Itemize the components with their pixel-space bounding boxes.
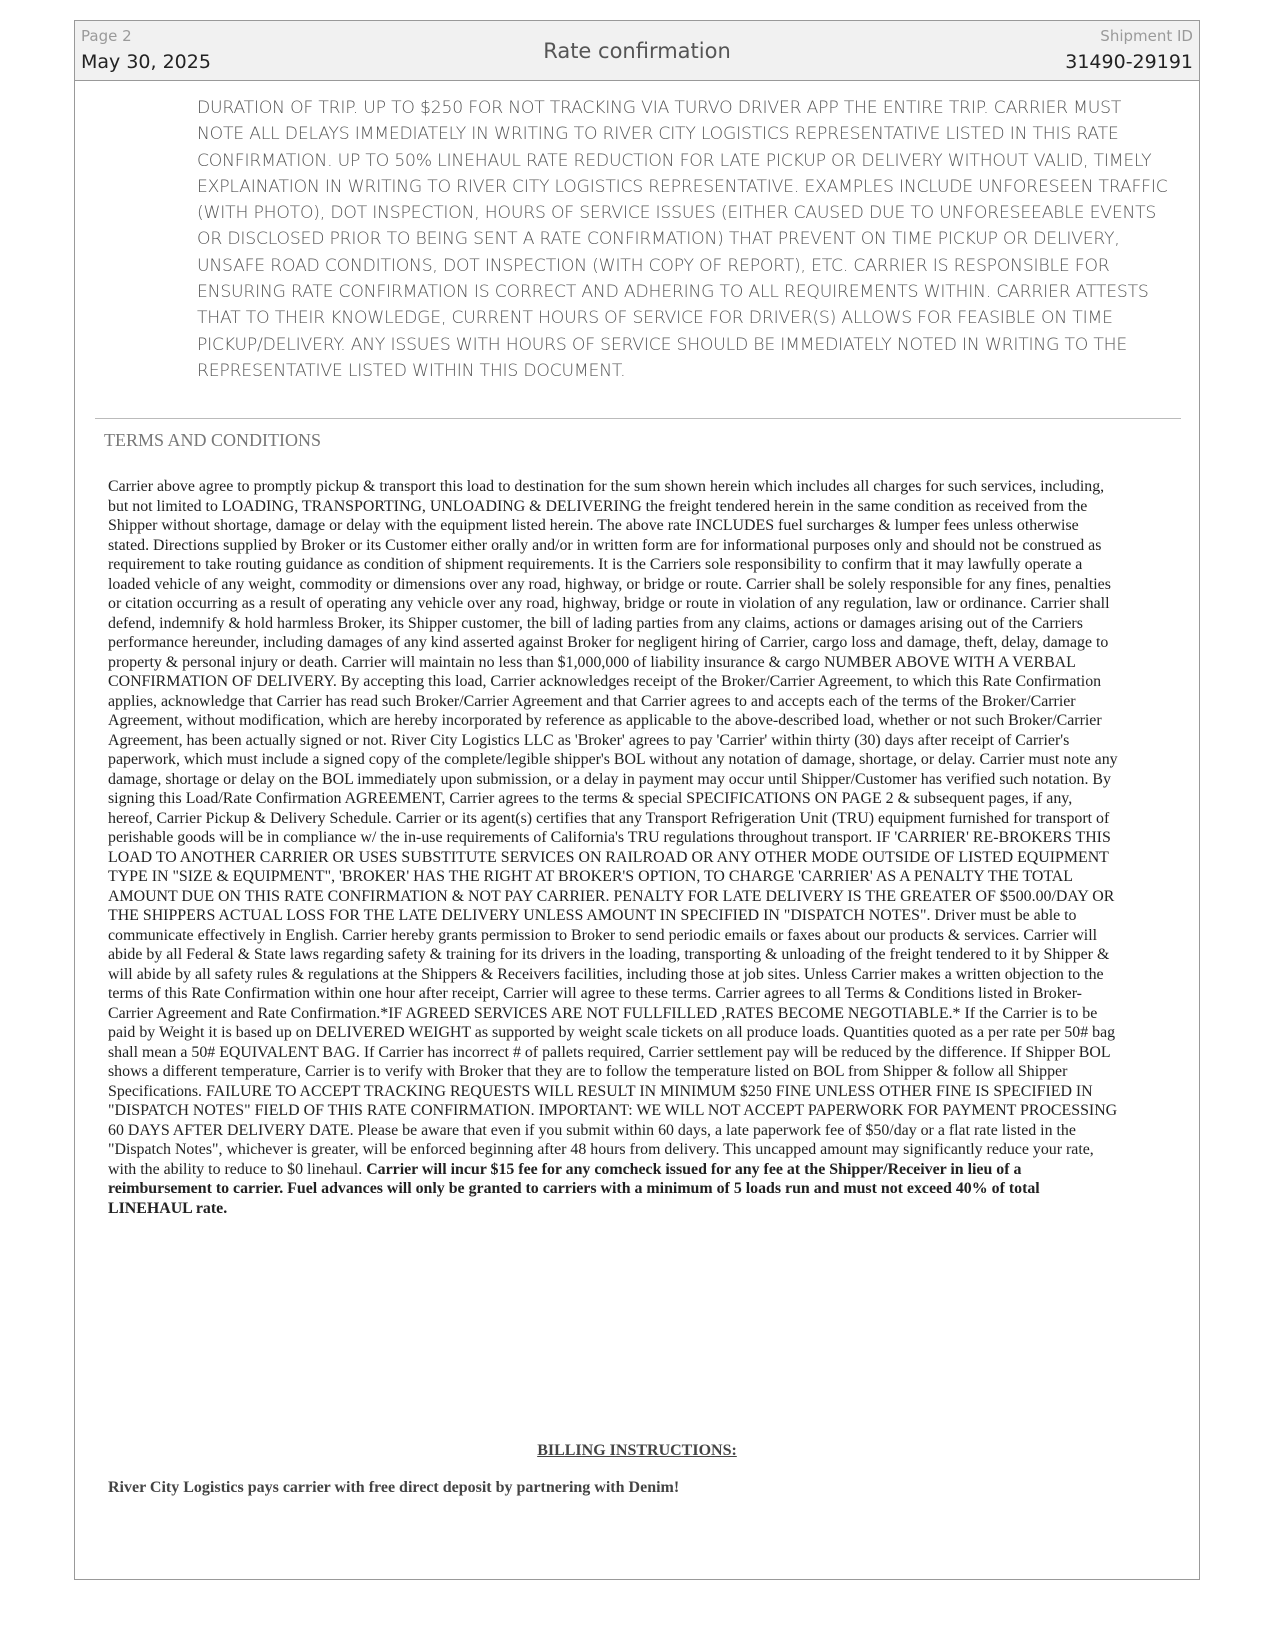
page-header: [75, 21, 1199, 81]
dispatch-notes-text: DURATION OF TRIP. UP TO $250 FOR NOT TRACKING VIA TURVO DRIVER APP THE ENTIRE TRIP. CARRIER MUST NOTE ALL DELAYS IMMEDIATELY IN WRITING TO RIVER CITY LOGISTICS REPRESENTATIVE LISTED IN THIS RATE CONFIRMATION. UP TO 50% LINEHAUL RATE REDUCTION FOR LATE PICKUP OR DELIVERY WITHOUT VALID, TIMELY EXPLAINATION IN WRITING TO RIVER CITY LOGISTICS REPRESENTATIVE. EXAMPLES INCLUDE UNFORESEEN TRAFFIC (WITH PHOTO), DOT INSPECTION, HOURS OF SERVICE ISSUES (EITHER CAUSED DUE TO UNFORESEEABLE EVENTS OR DISCLOSED PRIOR TO BEING SENT A RATE CONFIRMATION) THAT PREVENT ON TIME PICKUP OR DELIVERY, UNSAFE ROAD CONDITIONS, DOT INSPECTION (WITH COPY OF REPORT), ETC. CARRIER IS RESPONSIBLE FOR ENSURING RATE CONFIRMATION IS CORRECT AND ADHERING TO ALL REQUIREMENTS WITHIN. CARRIER ATTESTS THAT TO THEIR KNOWLEDGE, CURRENT HOURS OF SERVICE FOR DRIVER(S) ALLOWS FOR FEASIBLE ON TIME PICKUP/DELIVERY. ANY ISSUES WITH HOURS OF SERVICE SHOULD BE IMMEDIATELY NOTED IN WRITING TO THE REPRESENTATIVE LISTED WITHIN THIS DOCUMENT.: [197, 98, 1168, 381]
billing-instructions-title: BILLING INSTRUCTIONS:: [537, 1442, 737, 1459]
section-divider: [95, 418, 1181, 419]
terms-title: TERMS AND CONDITIONS: [104, 430, 322, 450]
page-number-label: Page 2: [81, 27, 132, 45]
terms-body-text: Carrier above agree to promptly pickup & transport this load to destination for the sum shown herein which includes all charges for such services, including, but not limited to LOADING, TRANSPORTING, UNLOADING & DELIVERING the freight tendered herein in the same condition as received from the Shipper without shortage, damage or delay with the equipment listed herein. The above rate INCLUDES fuel surcharges & lumper fees unless otherwise stated. Directions supplied by Broker or its Customer either orally and/or in written form are for informational purposes only and should not be construed as requirement to take routing guidance as condition of shipment requirements. It is the Carriers sole responsibility to confirm that it may lawfully operate a loaded vehicle of any weight, commodity or dimensions over any road, highway, or bridge or route. Carrier shall be solely responsible for any fines, penalties or citation occurring as a result of operating any vehicle over any road, highway, bridge or route in violation of any regulation, law or ordinance. Carrier shall defend, indemnify & hold harmless Broker, its Shipper customer, the bill of lading parties from any claims, actions or damages arising out of the Carriers performance hereunder, including damages of any kind asserted against Broker for negligent hiring of Carrier, cargo loss and damage, theft, delay, damage to property & personal injury or death. Carrier will maintain no less than $1,000,000 of liability insurance & cargo NUMBER ABOVE WITH A VERBAL CONFIRMATION OF DELIVERY. By accepting this load, Carrier acknowledges receipt of the Broker/Carrier Agreement, to which this Rate Confirmation applies, acknowledge that Carrier has read such Broker/Carrier Agreement and that Carrier agrees to and accepts each of the terms of the Broker/Carrier Agreement, without modification, which are hereby incorporated by reference as applicable to the above-described load, whether or not such Broker/Carrier Agreement, has been actually signed or not. River City Logistics LLC as 'Broker' agrees to pay 'Carrier' within thirty (30) days after receipt of Carrier's paperwork, which must include a signed copy of the complete/legible shipper's BOL without any notation of damage, shortage, or delay. Carrier must note any damage, shortage or delay on the BOL immediately upon submission, or a delay in payment may occur until Shipper/Customer has verified such notation. By signing this Load/Rate Confirmation AGREEMENT, Carrier agrees to the terms & special SPECIFICATIONS ON PAGE 2 & subsequent pages, if any, hereof, Carrier Pickup & Delivery Schedule. Carrier or its agent(s) certifies that any Transport Refrigeration Unit (TRU) equipment furnished for transport of perishable goods will be in compliance w/ the in-use requirements of California's TRU regulations throughout transport. IF 'CARRIER' RE-BROKERS THIS LOAD TO ANOTHER CARRIER OR USES SUBSTITUTE SERVICES ON RAILROAD OR ANY OTHER MODE OUTSIDE OF LISTED EQUIPMENT TYPE IN "SIZE & EQUIPMENT", 'BROKER' HAS THE RIGHT AT BROKER'S OPTION, TO CHARGE 'CARRIER' AS A PENALTY THE TOTAL AMOUNT DUE ON THIS RATE CONFIRMATION & NOT PAY CARRIER. PENALTY FOR LATE DELIVERY IS THE GREATER OF $500.00/DAY OR THE SHIPPERS ACTUAL LOSS FOR THE LATE DELIVERY UNLESS AMOUNT IN SPECIFIED IN "DISPATCH NOTES". Driver must be able to communicate effectively in English. Carrier hereby grants permission to Broker to send periodic emails or faxes about our products & services. Carrier will abide by all Federal & State laws regarding safety & training for its drivers in the loading, transporting & unloading of the freight tendered to it by Shipper & will abide by all safety rules & regulations at the Shippers & Receivers facilities, including those at job sites. Unless Carrier makes a written objection to the terms of this Rate Confirmation within one hour after receipt, Carrier will agree to these terms. Carrier agrees to all Terms & Conditions listed in Broker-Carrier Agreement and Rate Confirmation.*IF AGREED SERVICES ARE NOT FULLFILLED ,RATES BECOME NEGOTIABLE.* If the Carrier is to be paid by Weight it is based up on DELIVERED WEIGHT as supported by weight scale tickets on all produce loads. Quantities quoted as a per rate per 50# bag shall mean a 50# EQUIVALENT BAG. If Carrier has incorrect # of pallets required, Carrier settlement pay will be reduced by the difference. If Shipper BOL shows a different temperature, Carrier is to verify with Broker that they are to follow the temperature listed on BOL from Shipper & follow all Shipper Specifications. FAILURE TO ACCEPT TRACKING REQUESTS WILL RESULT IN MINIMUM $250 FINE UNLESS OTHER FINE IS SPECIFIED IN "DISPATCH NOTES" FIELD OF THIS RATE CONFIRMATION. IMPORTANT: WE WILL NOT ACCEPT PAPERWORK FOR PAYMENT PROCESSING 60 DAYS AFTER DELIVERY DATE. Please be aware that even if you submit within 60 days, a late paperwork fee of $50/day or a flat rate listed in the "Dispatch Notes", whichever is greater, will be enforced beginning after 48 hours from delivery. This uncapped amount may significantly reduce your rate, with the ability to reduce to $0 linehaul.: [108, 478, 1118, 1178]
billing-instructions-text: River City Logistics pays carrier with free direct deposit by partnering with Denim!: [108, 1479, 680, 1496]
document-frame: [74, 20, 1200, 1580]
shipment-id-label: Shipment ID: [1100, 27, 1193, 45]
terms-body-bold-text: Carrier will incur $15 fee for any comcheck issued for any fee at the Shipper/Receiver in lieu of a reimbursement to carrier. Fuel advances will only be granted to carriers with a minimum of 5 loads run and must not exceed 40% of total LINEHAUL rate.: [108, 1160, 1040, 1217]
document-title: Rate confirmation: [543, 39, 731, 63]
document-date: May 30, 2025: [81, 51, 211, 73]
terms-body: [108, 477, 1118, 1218]
shipment-id: 31490-29191: [1065, 51, 1193, 73]
